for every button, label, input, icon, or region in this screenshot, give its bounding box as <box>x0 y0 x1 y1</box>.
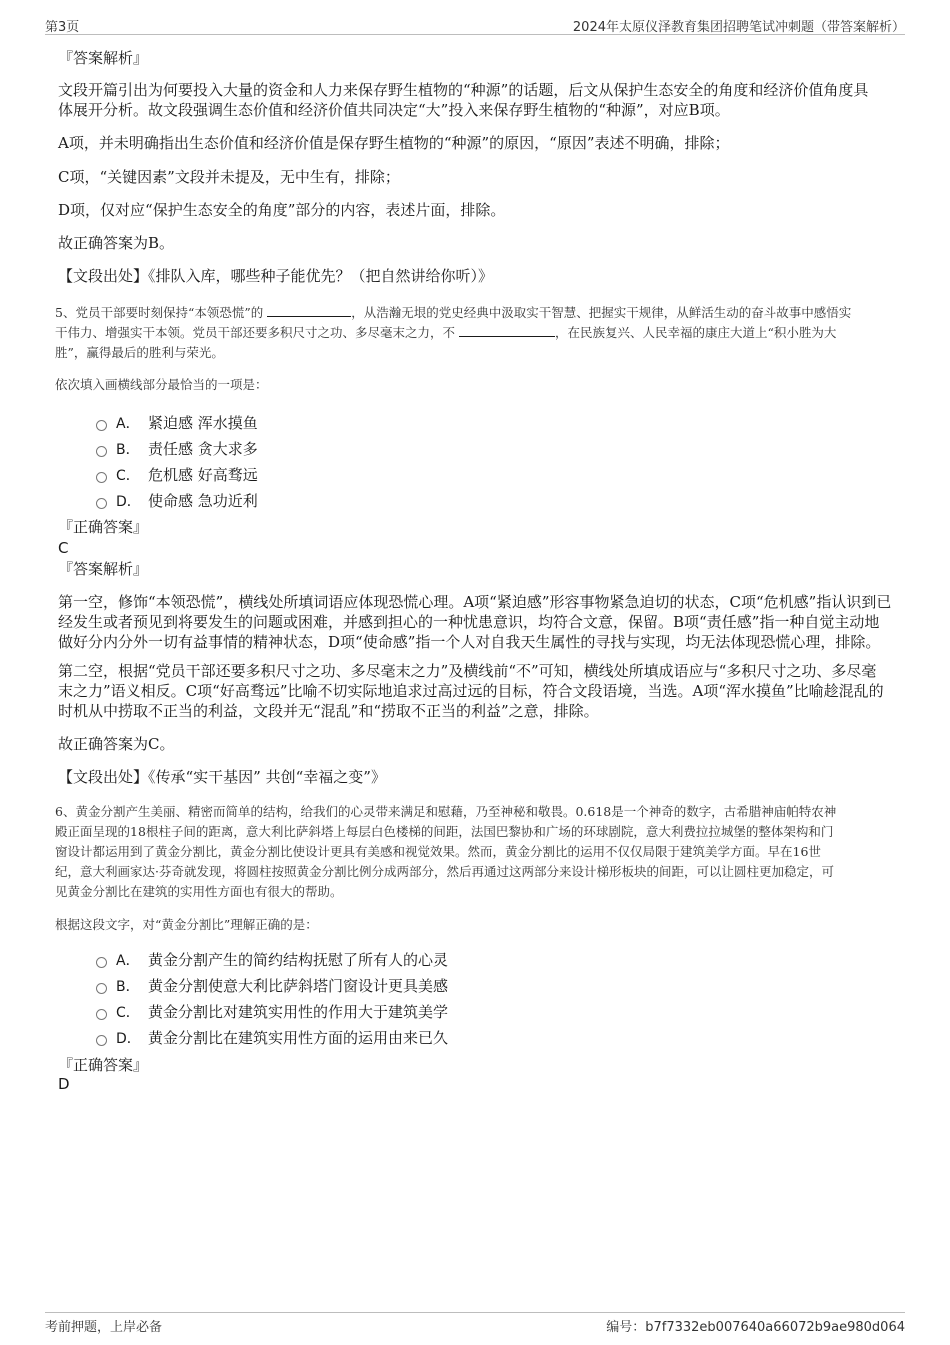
source-citation: 【文段出处】《传承“实干基因” 共创“幸福之变”》 <box>58 768 386 786</box>
explain-option-d: D项，仅对应“保护生态安全的角度”部分的内容，表述片面，排除。 <box>58 201 506 219</box>
radio-icon[interactable] <box>96 472 107 483</box>
page-footer <box>45 1312 905 1335</box>
option-d[interactable]: D． 黄金分割比在建筑实用性方面的运用由来已久 <box>96 1028 448 1048</box>
document-title: 2024年太原仪泽教育集团招聘笔试冲刺题（带答案解析） <box>572 20 905 35</box>
question-prompt: 依次填入画横线部分最恰当的一项是： <box>55 377 268 392</box>
radio-icon[interactable] <box>96 1009 107 1020</box>
conclusion: 故正确答案为C。 <box>58 735 175 753</box>
option-b[interactable]: B． 责任感 贪大求多 <box>96 439 258 459</box>
option-b[interactable]: B． 黄金分割使意大利比萨斜塔门窗设计更具美感 <box>96 976 448 996</box>
radio-icon[interactable] <box>96 983 107 994</box>
radio-icon[interactable] <box>96 498 107 509</box>
option-d[interactable]: D． 使命感 急功近利 <box>96 491 258 511</box>
fill-blank-2 <box>459 324 555 337</box>
option-a[interactable]: A． 黄金分割产生的简约结构抚慰了所有人的心灵 <box>96 950 448 970</box>
explain-option-a: A项，并未明确指出生态价值和经济价值是保存野生植物的“种源”的原因，“原因”表述不明确，排除； <box>58 134 730 152</box>
answer-value: C <box>58 539 69 557</box>
page-number: 第3页 <box>45 20 80 35</box>
answer-heading: 『正确答案』 <box>58 518 149 536</box>
document-id: 编号：b7f7332eb007640a66072b9ae980d064 <box>606 1320 905 1335</box>
question-prompt: 根据这段文字，对“黄金分割比”理解正确的是： <box>55 917 318 932</box>
explain-heading: 『答案解析』 <box>58 49 149 67</box>
radio-icon[interactable] <box>96 1035 107 1046</box>
option-c[interactable]: C． 黄金分割比对建筑实用性的作用大于建筑美学 <box>96 1002 448 1022</box>
explain-option-c: C项，“关键因素”文段并未提及，无中生有，排除； <box>58 168 400 186</box>
fill-blank-1 <box>267 304 351 317</box>
source-citation: 【文段出处】《排队入库，哪些种子能优先？（把自然讲给你听）》 <box>58 267 494 285</box>
radio-icon[interactable] <box>96 957 107 968</box>
radio-icon[interactable] <box>96 446 107 457</box>
radio-icon[interactable] <box>96 420 107 431</box>
footer-slogan: 考前押题，上岸必备 <box>45 1320 163 1335</box>
page-header <box>45 14 905 35</box>
option-c[interactable]: C． 危机感 好高骛远 <box>96 465 258 485</box>
option-a[interactable]: A． 紧迫感 浑水摸鱼 <box>96 413 258 433</box>
answer-value: D <box>58 1075 70 1093</box>
answer-heading: 『正确答案』 <box>58 1056 149 1074</box>
conclusion: 故正确答案为B。 <box>58 234 175 252</box>
explain-heading: 『答案解析』 <box>58 560 149 578</box>
